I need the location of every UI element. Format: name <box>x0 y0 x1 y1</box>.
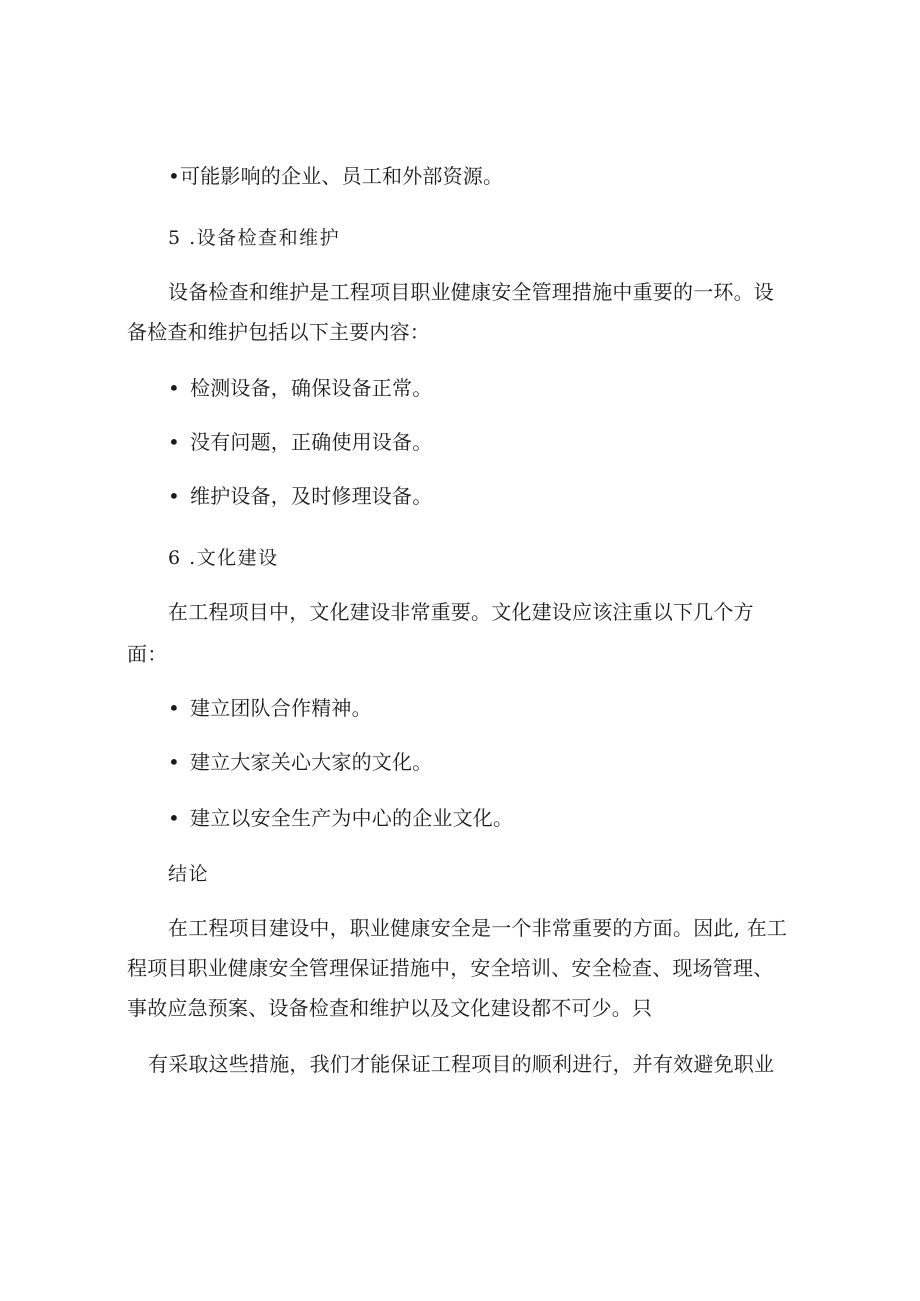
conclusion-line-3: 事故应急预案、设备检查和维护以及文化建设都不可少。只 <box>127 996 653 1020</box>
section-6-heading: 6 .文化建设 <box>168 547 279 569</box>
conclusion-line-1: 在工程项目建设中，职业健康安全是一个非常重要的方面。因此, 在工 <box>168 916 788 940</box>
section-6-bullet-2 <box>168 748 432 776</box>
section-5-paragraph-line-2: 备检查和维护包括以下主要内容： <box>127 320 430 344</box>
bullet-text: 维护设备，及时修理设备。 <box>190 484 433 508</box>
conclusion-heading: 结论 <box>168 863 210 885</box>
section-5-paragraph-line-1: 设备检查和维护是工程项目职业健康安全管理措施中重要的一环。设 <box>168 280 774 304</box>
section-5-bullet-1 <box>168 374 432 402</box>
bullet-text: 建立以安全生产为中心的企业文化。 <box>190 806 514 830</box>
section-6-bullet-3 <box>168 804 513 832</box>
section-5-bullet-3 <box>168 482 432 510</box>
bullet-icon: • <box>168 750 180 774</box>
section-6-bullet-1 <box>168 694 372 722</box>
bullet-icon: • <box>168 376 180 400</box>
conclusion-line-4: 有采取这些措施，我们才能保证工程项目的顺利进行，并有效避免职业 <box>148 1052 775 1076</box>
section-6-paragraph-line-2: 面： <box>127 642 168 666</box>
bullet-text: 建立大家关心大家的文化。 <box>190 750 433 774</box>
section-5-heading: 5 .设备检查和维护 <box>168 227 341 249</box>
conclusion-line-2: 程项目职业健康安全管理保证措施中，安全培训、安全检查、现场管理、 <box>127 956 774 980</box>
section-5-bullet-2 <box>168 428 432 456</box>
bullet-icon: • <box>168 430 180 454</box>
section-6-paragraph-line-1: 在工程项目中，文化建设非常重要。文化建设应该注重以下几个方 <box>168 600 754 624</box>
bullet-text: 建立团队合作精神。 <box>190 696 372 720</box>
bullet-text: 没有问题，正确使用设备。 <box>190 430 433 454</box>
bullet-icon: • <box>168 806 180 830</box>
bullet-text: 检测设备，确保设备正常。 <box>190 376 433 400</box>
top-bullet-item: •可能影响的企业、员工和外部资源。 <box>168 164 504 188</box>
bullet-icon: • <box>168 484 180 508</box>
bullet-icon: • <box>168 696 180 720</box>
